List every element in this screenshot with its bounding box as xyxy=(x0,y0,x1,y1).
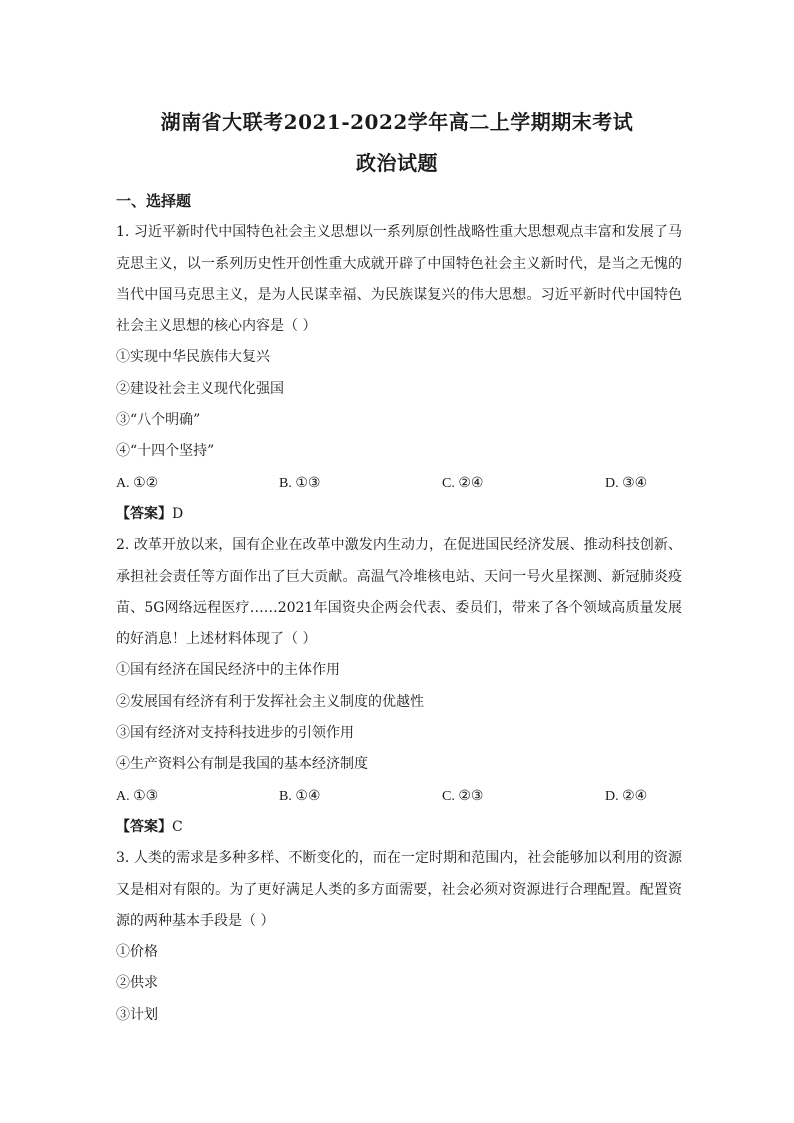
question-1 xyxy=(116,217,682,530)
answer-tag: 【答案】 xyxy=(116,505,172,522)
choice-item: ①价格 xyxy=(116,944,158,961)
option-b: B. ①④ xyxy=(279,788,321,804)
choice-item: ②发展国有经济有利于发挥社会主义制度的优越性 xyxy=(116,693,424,710)
choice-item: ③计划 xyxy=(116,1006,158,1023)
document-subtitle: 政治试题 xyxy=(356,151,438,175)
option-c: C. ②③ xyxy=(442,788,484,804)
choice-item: ④生产资料公有制是我国的基本经济制度 xyxy=(116,756,368,773)
section-heading: 一、选择题 xyxy=(116,192,192,210)
question-stem: 2. 改革开放以来，国有企业在改革中激发内生动力，在促进国民经济发展、推动科技创新、承担社会责任等方面作出了巨大贡献。高温气冷堆核电站、天问一号火星探测、新冠肺炎疫苗、5G网络远程医疗……2021年国资央企两会代表、委员们，带来了各个领域高质量发展的好消息！上述材料体现了（ ） xyxy=(116,537,682,648)
answer-options xyxy=(116,468,682,499)
document-title: 湖南省大联考2021-2022学年高二上学期期末考试 xyxy=(160,110,634,134)
answer-tag: 【答案】 xyxy=(116,818,172,835)
question-stem: 3. 人类的需求是多种多样、不断变化的，而在一定时期和范围内，社会能够加以利用的资源又是相对有限的。为了更好满足人类的多方面需要，社会必须对资源进行合理配置。配置资源的两种基本手段是（ ） xyxy=(116,850,682,929)
choice-item: ③国有经济对支持科技进步的引领作用 xyxy=(116,725,354,742)
option-a: A. ①③ xyxy=(116,788,159,804)
option-b: B. ①③ xyxy=(279,475,321,491)
choice-item: ②供求 xyxy=(116,975,158,992)
option-d: D. ③④ xyxy=(605,475,648,491)
option-d: D. ②④ xyxy=(605,788,648,804)
choice-item: ④“十四个坚持” xyxy=(116,443,215,460)
choice-item: ①实现中华民族伟大复兴 xyxy=(116,349,270,366)
answer-value: D xyxy=(172,505,184,522)
choice-item: ②建设社会主义现代化强国 xyxy=(116,380,284,397)
answer-line xyxy=(116,499,682,530)
question-2 xyxy=(116,530,682,843)
question-3 xyxy=(116,843,682,1031)
option-c: C. ②④ xyxy=(442,475,484,491)
answer-options xyxy=(116,781,682,812)
choice-item: ①国有经济在国民经济中的主体作用 xyxy=(116,662,340,679)
document-body xyxy=(116,186,682,1031)
answer-value: C xyxy=(172,818,183,835)
question-stem: 1. 习近平新时代中国特色社会主义思想以一系列原创性战略性重大思想观点丰富和发展了马克思主义，以一系列历史性开创性重大成就开辟了中国特色社会主义新时代，是当之无愧的当代中国马克思主义，是为人民谋幸福、为民族谋复兴的伟大思想。习近平新时代中国特色社会主义思想的核心内容是（ ） xyxy=(116,224,682,335)
choice-item: ③“八个明确” xyxy=(116,412,201,429)
option-a: A. ①② xyxy=(116,475,159,491)
answer-line xyxy=(116,812,682,843)
